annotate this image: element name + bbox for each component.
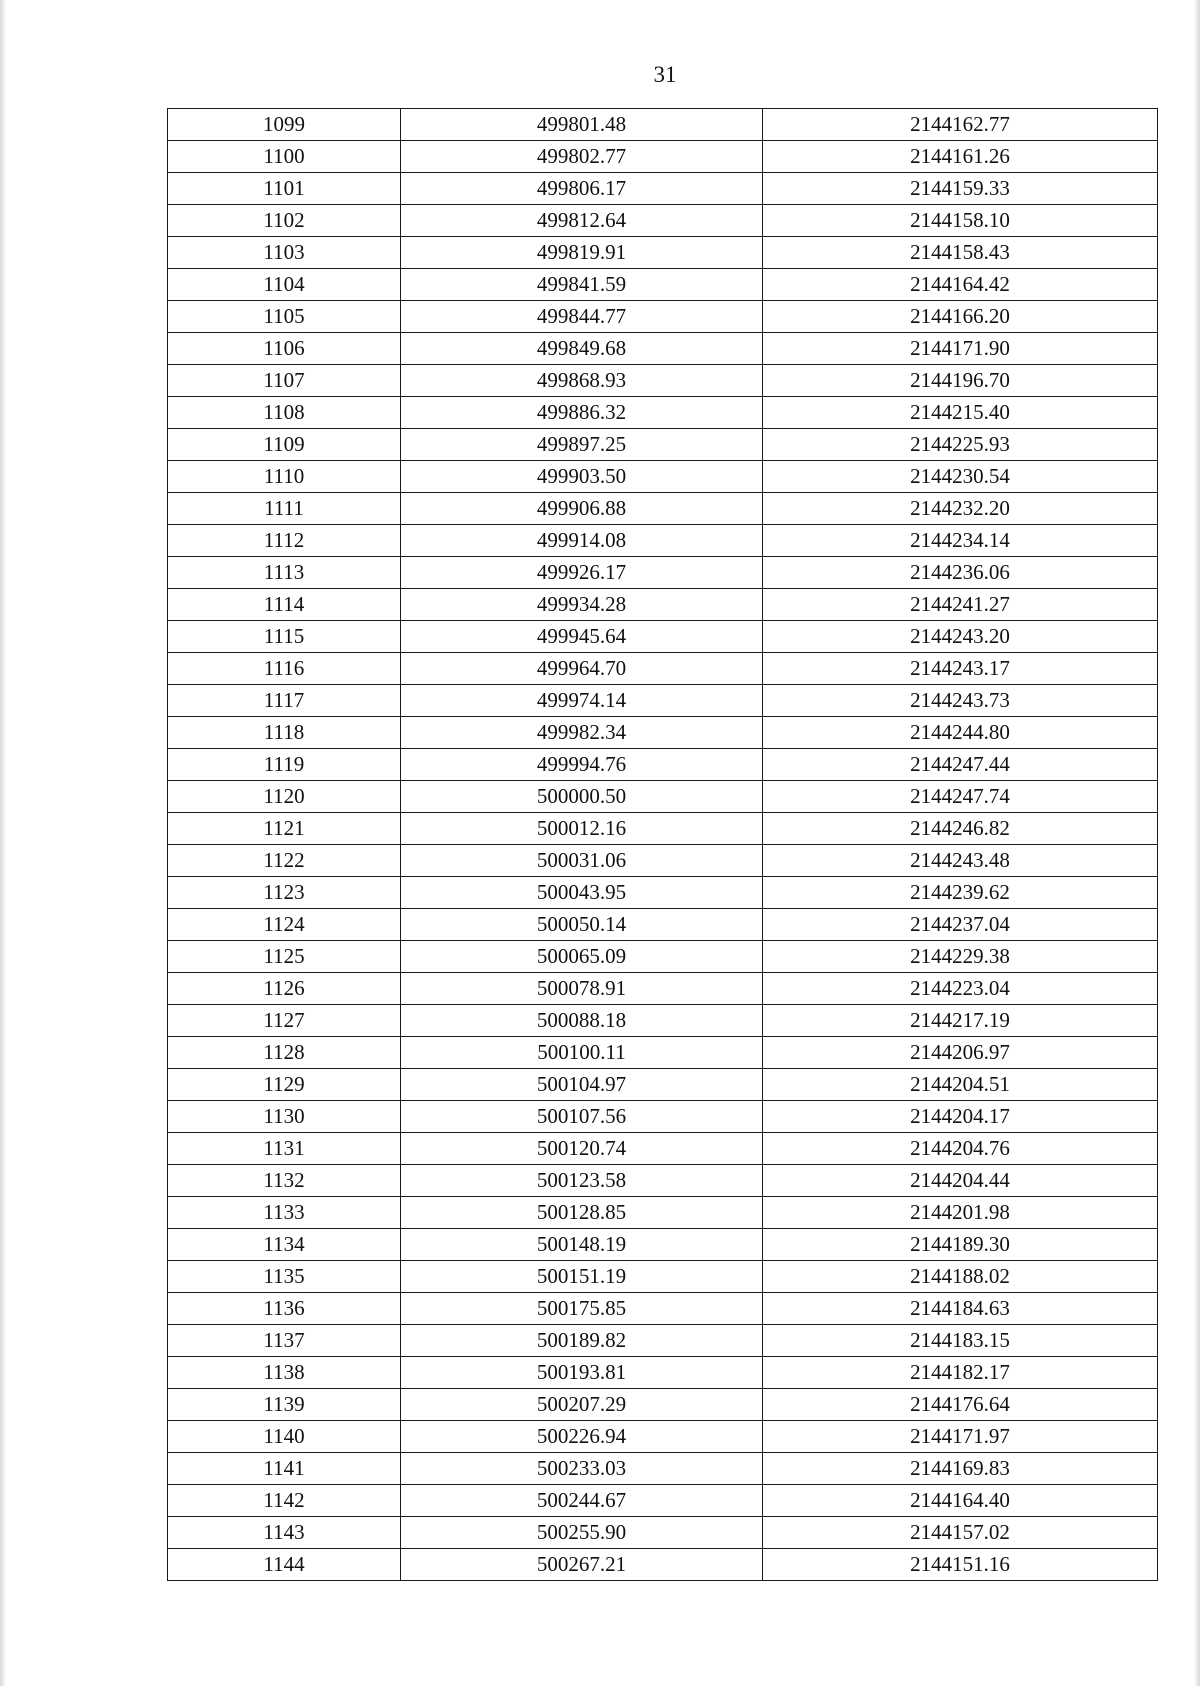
table-row xyxy=(168,1229,1158,1261)
x-coordinate-cell: 500148.19 xyxy=(401,1229,763,1261)
point-number-cell: 1124 xyxy=(168,909,401,941)
table-row xyxy=(168,205,1158,237)
x-coordinate-cell: 499812.64 xyxy=(401,205,763,237)
y-coordinate-cell: 2144158.10 xyxy=(763,205,1158,237)
y-coordinate-cell: 2144189.30 xyxy=(763,1229,1158,1261)
y-coordinate-cell: 2144241.27 xyxy=(763,589,1158,621)
point-number-cell: 1143 xyxy=(168,1517,401,1549)
x-coordinate-cell: 500100.11 xyxy=(401,1037,763,1069)
point-number-cell: 1140 xyxy=(168,1421,401,1453)
x-coordinate-cell: 499801.48 xyxy=(401,109,763,141)
table-row xyxy=(168,1485,1158,1517)
table-row xyxy=(168,845,1158,877)
y-coordinate-cell: 2144229.38 xyxy=(763,941,1158,973)
y-coordinate-cell: 2144230.54 xyxy=(763,461,1158,493)
point-number-cell: 1114 xyxy=(168,589,401,621)
table-row xyxy=(168,1037,1158,1069)
x-coordinate-cell: 500078.91 xyxy=(401,973,763,1005)
y-coordinate-cell: 2144247.44 xyxy=(763,749,1158,781)
table-row xyxy=(168,1101,1158,1133)
point-number-cell: 1127 xyxy=(168,1005,401,1037)
point-number-cell: 1119 xyxy=(168,749,401,781)
point-number-cell: 1108 xyxy=(168,397,401,429)
point-number-cell: 1109 xyxy=(168,429,401,461)
x-coordinate-cell: 499903.50 xyxy=(401,461,763,493)
table-row xyxy=(168,1165,1158,1197)
y-coordinate-cell: 2144151.16 xyxy=(763,1549,1158,1581)
point-number-cell: 1123 xyxy=(168,877,401,909)
table-row xyxy=(168,1453,1158,1485)
y-coordinate-cell: 2144204.44 xyxy=(763,1165,1158,1197)
table-row xyxy=(168,813,1158,845)
x-coordinate-cell: 499868.93 xyxy=(401,365,763,397)
table-row xyxy=(168,397,1158,429)
table-row xyxy=(168,557,1158,589)
x-coordinate-cell: 499819.91 xyxy=(401,237,763,269)
table-row xyxy=(168,1293,1158,1325)
y-coordinate-cell: 2144188.02 xyxy=(763,1261,1158,1293)
x-coordinate-cell: 500267.21 xyxy=(401,1549,763,1581)
point-number-cell: 1138 xyxy=(168,1357,401,1389)
point-number-cell: 1104 xyxy=(168,269,401,301)
table-row xyxy=(168,1261,1158,1293)
point-number-cell: 1117 xyxy=(168,685,401,717)
y-coordinate-cell: 2144164.40 xyxy=(763,1485,1158,1517)
table-row xyxy=(168,1421,1158,1453)
y-coordinate-cell: 2144171.97 xyxy=(763,1421,1158,1453)
point-number-cell: 1133 xyxy=(168,1197,401,1229)
table-row xyxy=(168,333,1158,365)
y-coordinate-cell: 2144159.33 xyxy=(763,173,1158,205)
point-number-cell: 1130 xyxy=(168,1101,401,1133)
point-number-cell: 1129 xyxy=(168,1069,401,1101)
point-number-cell: 1142 xyxy=(168,1485,401,1517)
y-coordinate-cell: 2144171.90 xyxy=(763,333,1158,365)
x-coordinate-cell: 500043.95 xyxy=(401,877,763,909)
x-coordinate-cell: 499934.28 xyxy=(401,589,763,621)
x-coordinate-cell: 500120.74 xyxy=(401,1133,763,1165)
page-right-edge xyxy=(1194,0,1200,1686)
point-number-cell: 1116 xyxy=(168,653,401,685)
point-number-cell: 1136 xyxy=(168,1293,401,1325)
y-coordinate-cell: 2144183.15 xyxy=(763,1325,1158,1357)
table-row xyxy=(168,1069,1158,1101)
table-row xyxy=(168,653,1158,685)
x-coordinate-cell: 500255.90 xyxy=(401,1517,763,1549)
table-row xyxy=(168,173,1158,205)
point-number-cell: 1113 xyxy=(168,557,401,589)
point-number-cell: 1121 xyxy=(168,813,401,845)
point-number-cell: 1112 xyxy=(168,525,401,557)
y-coordinate-cell: 2144201.98 xyxy=(763,1197,1158,1229)
point-number-cell: 1103 xyxy=(168,237,401,269)
y-coordinate-cell: 2144206.97 xyxy=(763,1037,1158,1069)
y-coordinate-cell: 2144243.20 xyxy=(763,621,1158,653)
point-number-cell: 1131 xyxy=(168,1133,401,1165)
y-coordinate-cell: 2144157.02 xyxy=(763,1517,1158,1549)
y-coordinate-cell: 2144164.42 xyxy=(763,269,1158,301)
y-coordinate-cell: 2144243.73 xyxy=(763,685,1158,717)
table-row xyxy=(168,685,1158,717)
point-number-cell: 1110 xyxy=(168,461,401,493)
point-number-cell: 1120 xyxy=(168,781,401,813)
x-coordinate-cell: 500128.85 xyxy=(401,1197,763,1229)
table-row xyxy=(168,109,1158,141)
y-coordinate-cell: 2144243.17 xyxy=(763,653,1158,685)
table-row xyxy=(168,1133,1158,1165)
x-coordinate-cell: 500189.82 xyxy=(401,1325,763,1357)
x-coordinate-cell: 500123.58 xyxy=(401,1165,763,1197)
x-coordinate-cell: 500104.97 xyxy=(401,1069,763,1101)
table-row xyxy=(168,877,1158,909)
x-coordinate-cell: 500000.50 xyxy=(401,781,763,813)
y-coordinate-cell: 2144225.93 xyxy=(763,429,1158,461)
y-coordinate-cell: 2144184.63 xyxy=(763,1293,1158,1325)
y-coordinate-cell: 2144243.48 xyxy=(763,845,1158,877)
y-coordinate-cell: 2144244.80 xyxy=(763,717,1158,749)
y-coordinate-cell: 2144169.83 xyxy=(763,1453,1158,1485)
x-coordinate-cell: 499802.77 xyxy=(401,141,763,173)
x-coordinate-cell: 500031.06 xyxy=(401,845,763,877)
x-coordinate-cell: 500175.85 xyxy=(401,1293,763,1325)
x-coordinate-cell: 500050.14 xyxy=(401,909,763,941)
y-coordinate-cell: 2144204.51 xyxy=(763,1069,1158,1101)
point-number-cell: 1125 xyxy=(168,941,401,973)
x-coordinate-cell: 499982.34 xyxy=(401,717,763,749)
table-row xyxy=(168,1389,1158,1421)
point-number-cell: 1099 xyxy=(168,109,401,141)
table-row xyxy=(168,717,1158,749)
table-row xyxy=(168,749,1158,781)
y-coordinate-cell: 2144204.76 xyxy=(763,1133,1158,1165)
x-coordinate-cell: 500233.03 xyxy=(401,1453,763,1485)
table-row xyxy=(168,1325,1158,1357)
x-coordinate-cell: 500226.94 xyxy=(401,1421,763,1453)
x-coordinate-cell: 499886.32 xyxy=(401,397,763,429)
table-row xyxy=(168,909,1158,941)
point-number-cell: 1105 xyxy=(168,301,401,333)
table-row xyxy=(168,973,1158,1005)
x-coordinate-cell: 499906.88 xyxy=(401,493,763,525)
table-row xyxy=(168,941,1158,973)
y-coordinate-cell: 2144162.77 xyxy=(763,109,1158,141)
y-coordinate-cell: 2144215.40 xyxy=(763,397,1158,429)
point-number-cell: 1115 xyxy=(168,621,401,653)
point-number-cell: 1106 xyxy=(168,333,401,365)
table-row xyxy=(168,1517,1158,1549)
y-coordinate-cell: 2144196.70 xyxy=(763,365,1158,397)
table-row xyxy=(168,781,1158,813)
table-row xyxy=(168,1005,1158,1037)
point-number-cell: 1141 xyxy=(168,1453,401,1485)
table-row xyxy=(168,1197,1158,1229)
x-coordinate-cell: 499974.14 xyxy=(401,685,763,717)
x-coordinate-cell: 499806.17 xyxy=(401,173,763,205)
point-number-cell: 1118 xyxy=(168,717,401,749)
y-coordinate-cell: 2144239.62 xyxy=(763,877,1158,909)
x-coordinate-cell: 499841.59 xyxy=(401,269,763,301)
point-number-cell: 1134 xyxy=(168,1229,401,1261)
x-coordinate-cell: 500088.18 xyxy=(401,1005,763,1037)
point-number-cell: 1122 xyxy=(168,845,401,877)
point-number-cell: 1144 xyxy=(168,1549,401,1581)
x-coordinate-cell: 500193.81 xyxy=(401,1357,763,1389)
y-coordinate-cell: 2144158.43 xyxy=(763,237,1158,269)
table-row xyxy=(168,621,1158,653)
table-row xyxy=(168,237,1158,269)
point-number-cell: 1111 xyxy=(168,493,401,525)
x-coordinate-cell: 500065.09 xyxy=(401,941,763,973)
coordinates-table-container xyxy=(167,108,1157,1581)
point-number-cell: 1126 xyxy=(168,973,401,1005)
y-coordinate-cell: 2144176.64 xyxy=(763,1389,1158,1421)
x-coordinate-cell: 499914.08 xyxy=(401,525,763,557)
point-number-cell: 1137 xyxy=(168,1325,401,1357)
y-coordinate-cell: 2144247.74 xyxy=(763,781,1158,813)
table-row xyxy=(168,429,1158,461)
y-coordinate-cell: 2144223.04 xyxy=(763,973,1158,1005)
x-coordinate-cell: 500012.16 xyxy=(401,813,763,845)
table-row xyxy=(168,1357,1158,1389)
coordinates-table xyxy=(167,108,1158,1581)
table-row xyxy=(168,493,1158,525)
y-coordinate-cell: 2144237.04 xyxy=(763,909,1158,941)
y-coordinate-cell: 2144182.17 xyxy=(763,1357,1158,1389)
y-coordinate-cell: 2144217.19 xyxy=(763,1005,1158,1037)
y-coordinate-cell: 2144161.26 xyxy=(763,141,1158,173)
x-coordinate-cell: 499844.77 xyxy=(401,301,763,333)
page-number: 31 xyxy=(653,62,677,87)
table-row xyxy=(168,365,1158,397)
table-row xyxy=(168,461,1158,493)
y-coordinate-cell: 2144232.20 xyxy=(763,493,1158,525)
table-row xyxy=(168,525,1158,557)
x-coordinate-cell: 499945.64 xyxy=(401,621,763,653)
point-number-cell: 1100 xyxy=(168,141,401,173)
table-row xyxy=(168,141,1158,173)
point-number-cell: 1102 xyxy=(168,205,401,237)
x-coordinate-cell: 499994.76 xyxy=(401,749,763,781)
point-number-cell: 1135 xyxy=(168,1261,401,1293)
point-number-cell: 1132 xyxy=(168,1165,401,1197)
y-coordinate-cell: 2144236.06 xyxy=(763,557,1158,589)
x-coordinate-cell: 499897.25 xyxy=(401,429,763,461)
x-coordinate-cell: 499964.70 xyxy=(401,653,763,685)
x-coordinate-cell: 500244.67 xyxy=(401,1485,763,1517)
point-number-cell: 1101 xyxy=(168,173,401,205)
point-number-cell: 1107 xyxy=(168,365,401,397)
y-coordinate-cell: 2144166.20 xyxy=(763,301,1158,333)
table-row xyxy=(168,269,1158,301)
point-number-cell: 1139 xyxy=(168,1389,401,1421)
table-row xyxy=(168,1549,1158,1581)
y-coordinate-cell: 2144234.14 xyxy=(763,525,1158,557)
table-row xyxy=(168,301,1158,333)
x-coordinate-cell: 500107.56 xyxy=(401,1101,763,1133)
y-coordinate-cell: 2144204.17 xyxy=(763,1101,1158,1133)
x-coordinate-cell: 499849.68 xyxy=(401,333,763,365)
x-coordinate-cell: 500207.29 xyxy=(401,1389,763,1421)
x-coordinate-cell: 500151.19 xyxy=(401,1261,763,1293)
page-left-edge xyxy=(0,0,6,1686)
coordinates-table-body xyxy=(168,109,1158,1581)
table-row xyxy=(168,589,1158,621)
point-number-cell: 1128 xyxy=(168,1037,401,1069)
x-coordinate-cell: 499926.17 xyxy=(401,557,763,589)
y-coordinate-cell: 2144246.82 xyxy=(763,813,1158,845)
